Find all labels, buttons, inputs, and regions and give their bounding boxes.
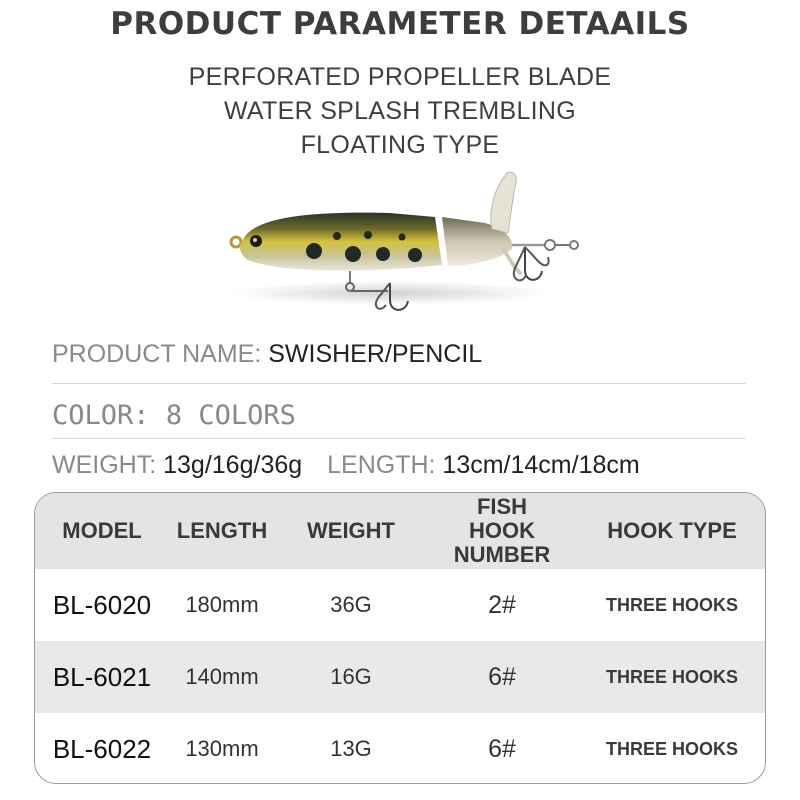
cell-hook-number: 2# bbox=[488, 590, 516, 619]
table-row bbox=[35, 569, 765, 641]
divider bbox=[52, 438, 746, 439]
cell-weight: 13G bbox=[330, 736, 372, 761]
length-label: LENGTH: bbox=[327, 451, 436, 479]
cell-hook-type: THREE HOOKS bbox=[605, 666, 738, 687]
weight-value: 13g/16g/36g bbox=[163, 451, 303, 479]
product-name-value: SWISHER/PENCIL bbox=[268, 340, 483, 368]
feature-line-3: FLOATING TYPE bbox=[300, 131, 500, 159]
table-header bbox=[35, 493, 765, 569]
cell-model: BL-6020 bbox=[52, 589, 152, 620]
header-weight: WEIGHT bbox=[307, 518, 395, 543]
color-label: COLOR: bbox=[52, 400, 150, 431]
cell-hook-number: 6# bbox=[488, 662, 516, 691]
product-name-label: PRODUCT NAME: bbox=[52, 340, 262, 368]
weight-label: WEIGHT: bbox=[52, 451, 157, 479]
cell-hook-type: THREE HOOKS bbox=[605, 738, 738, 759]
feature-line-1: PERFORATED PROPELLER BLADE bbox=[188, 63, 612, 91]
cell-weight: 16G bbox=[330, 664, 372, 689]
header-hook-type: HOOK TYPE bbox=[607, 518, 737, 543]
cell-hook-type: THREE HOOKS bbox=[605, 594, 738, 615]
header-model: MODEL bbox=[62, 518, 142, 543]
feature-list bbox=[0, 60, 800, 162]
cell-model: BL-6022 bbox=[52, 733, 152, 764]
cell-length: 180mm bbox=[185, 592, 259, 617]
cell-model: BL-6021 bbox=[52, 661, 152, 692]
fishing-lure-image bbox=[220, 165, 590, 315]
page-title: PRODUCT PARAMETER DETAAILS bbox=[110, 6, 690, 42]
spec-table bbox=[34, 492, 766, 784]
table-row bbox=[35, 713, 765, 784]
weight-length-row bbox=[52, 451, 640, 480]
cell-weight: 36G bbox=[330, 592, 372, 617]
table-row bbox=[35, 641, 765, 713]
cell-length: 130mm bbox=[185, 736, 259, 761]
color-row bbox=[52, 400, 296, 431]
header-hook-number: FISH HOOK NUMBER bbox=[453, 494, 551, 567]
cell-hook-number: 6# bbox=[488, 734, 516, 763]
feature-line-2: WATER SPLASH TREMBLING bbox=[223, 97, 577, 125]
cell-length: 140mm bbox=[185, 664, 259, 689]
header-length: LENGTH bbox=[176, 518, 268, 543]
color-value: 8 COLORS bbox=[165, 400, 296, 431]
divider bbox=[52, 383, 746, 384]
length-value: 13cm/14cm/18cm bbox=[442, 451, 640, 479]
product-name-row bbox=[52, 340, 482, 369]
